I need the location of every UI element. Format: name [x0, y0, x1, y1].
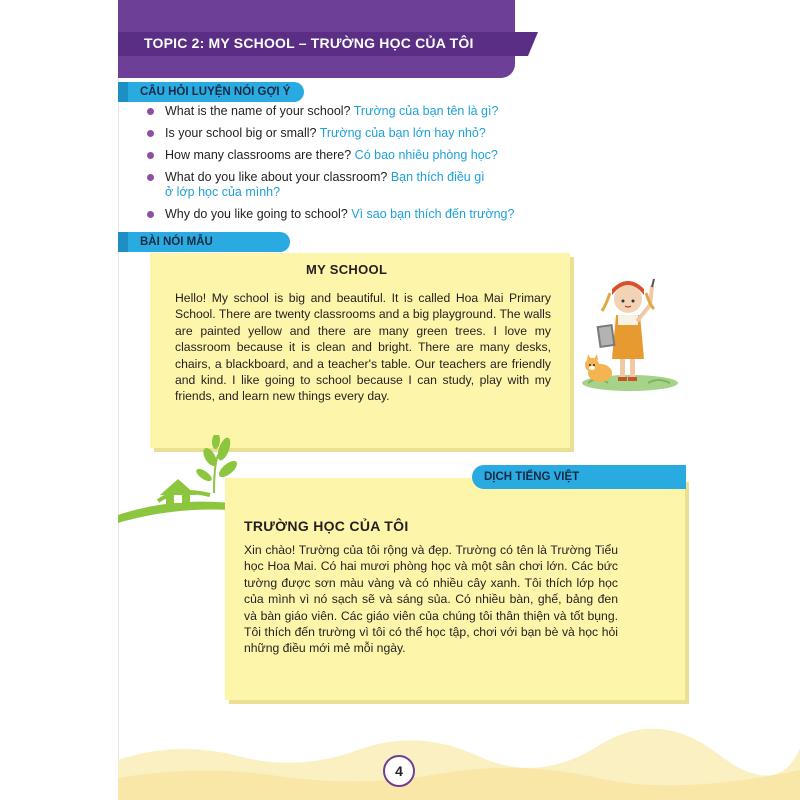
page-title: TOPIC 2: MY SCHOOL – TRƯỜNG HỌC CỦA TÔI [144, 35, 474, 51]
question-en: How many classrooms are there? [165, 148, 352, 162]
bullet-icon [147, 152, 154, 159]
translation-body: Xin chào! Trường của tôi rộng và đẹp. Trường có tên là Trường Tiểu học Hoa Mai. Có hai mươi phòng học và một sân chơi lớn. Các bức tường được sơn màu vàng và có nhiều cây xanh. Tôi thích lớp học của mình vì nó sạch sẽ và sáng sủa. Có nhiều bàn, ghế, bảng đen và bàn giáo viên. Các giáo viên của chúng tôi thân thiện và tốt bụng. Tôi thích đến trường vì tôi có thể học tập, chơi với bạn bè và học hỏi những điều mới mẻ mỗi ngày. [244, 543, 618, 656]
question-item [147, 170, 485, 200]
question-en: What do you like about your classroom? [165, 170, 388, 184]
section-label-questions [118, 82, 304, 102]
wave-decoration [118, 720, 800, 800]
page-edge [118, 0, 119, 800]
question-vi: Trường của bạn lớn hay nhỏ? [319, 126, 486, 140]
section-label-text: CÂU HỎI LUYỆN NÓI GỢI Ý [140, 86, 291, 98]
bullet-icon [147, 174, 154, 181]
question-item [147, 104, 607, 119]
sample-title: MY SCHOOL [306, 262, 388, 277]
question-vi: Có bao nhiêu phòng học? [354, 148, 498, 162]
page-number: 4 [383, 755, 415, 787]
question-en: Why do you like going to school? [165, 207, 348, 221]
sample-body: Hello! My school is big and beautiful. It is called Hoa Mai Primary School. There are twenty classrooms and a big playground. The walls are painted yellow and there are many green trees. I love my classroom because it is clean and bright. There are many desks, chairs, a blackboard, and a teacher's table. Our teachers are friendly and kind. I like going to school because I can study, play with my friends, and learn new things every day. [175, 291, 551, 404]
question-list [147, 104, 607, 229]
section-label-translation [472, 465, 686, 489]
question-en: What is the name of your school? [165, 104, 351, 118]
bullet-icon [147, 211, 154, 218]
section-label-text: BÀI NÓI MẪU [140, 236, 213, 248]
question-vi: Trường của bạn tên là gì? [353, 104, 499, 118]
section-label-text: DỊCH TIẾNG VIỆT [484, 471, 580, 483]
question-en: Is your school big or small? [165, 126, 317, 140]
girl-with-books-and-cat-illustration [578, 265, 683, 395]
question-vi: Vì sao bạn thích đến trường? [351, 207, 515, 221]
question-item [147, 148, 607, 163]
section-label-sample [118, 232, 290, 252]
translation-title: TRƯỜNG HỌC CỦA TÔI [244, 518, 409, 534]
question-item [147, 126, 607, 141]
question-item [147, 207, 607, 222]
question-vi: Bạn thích điều gì ở lớp học của mình? [165, 170, 485, 199]
bullet-icon [147, 130, 154, 137]
bullet-icon [147, 108, 154, 115]
